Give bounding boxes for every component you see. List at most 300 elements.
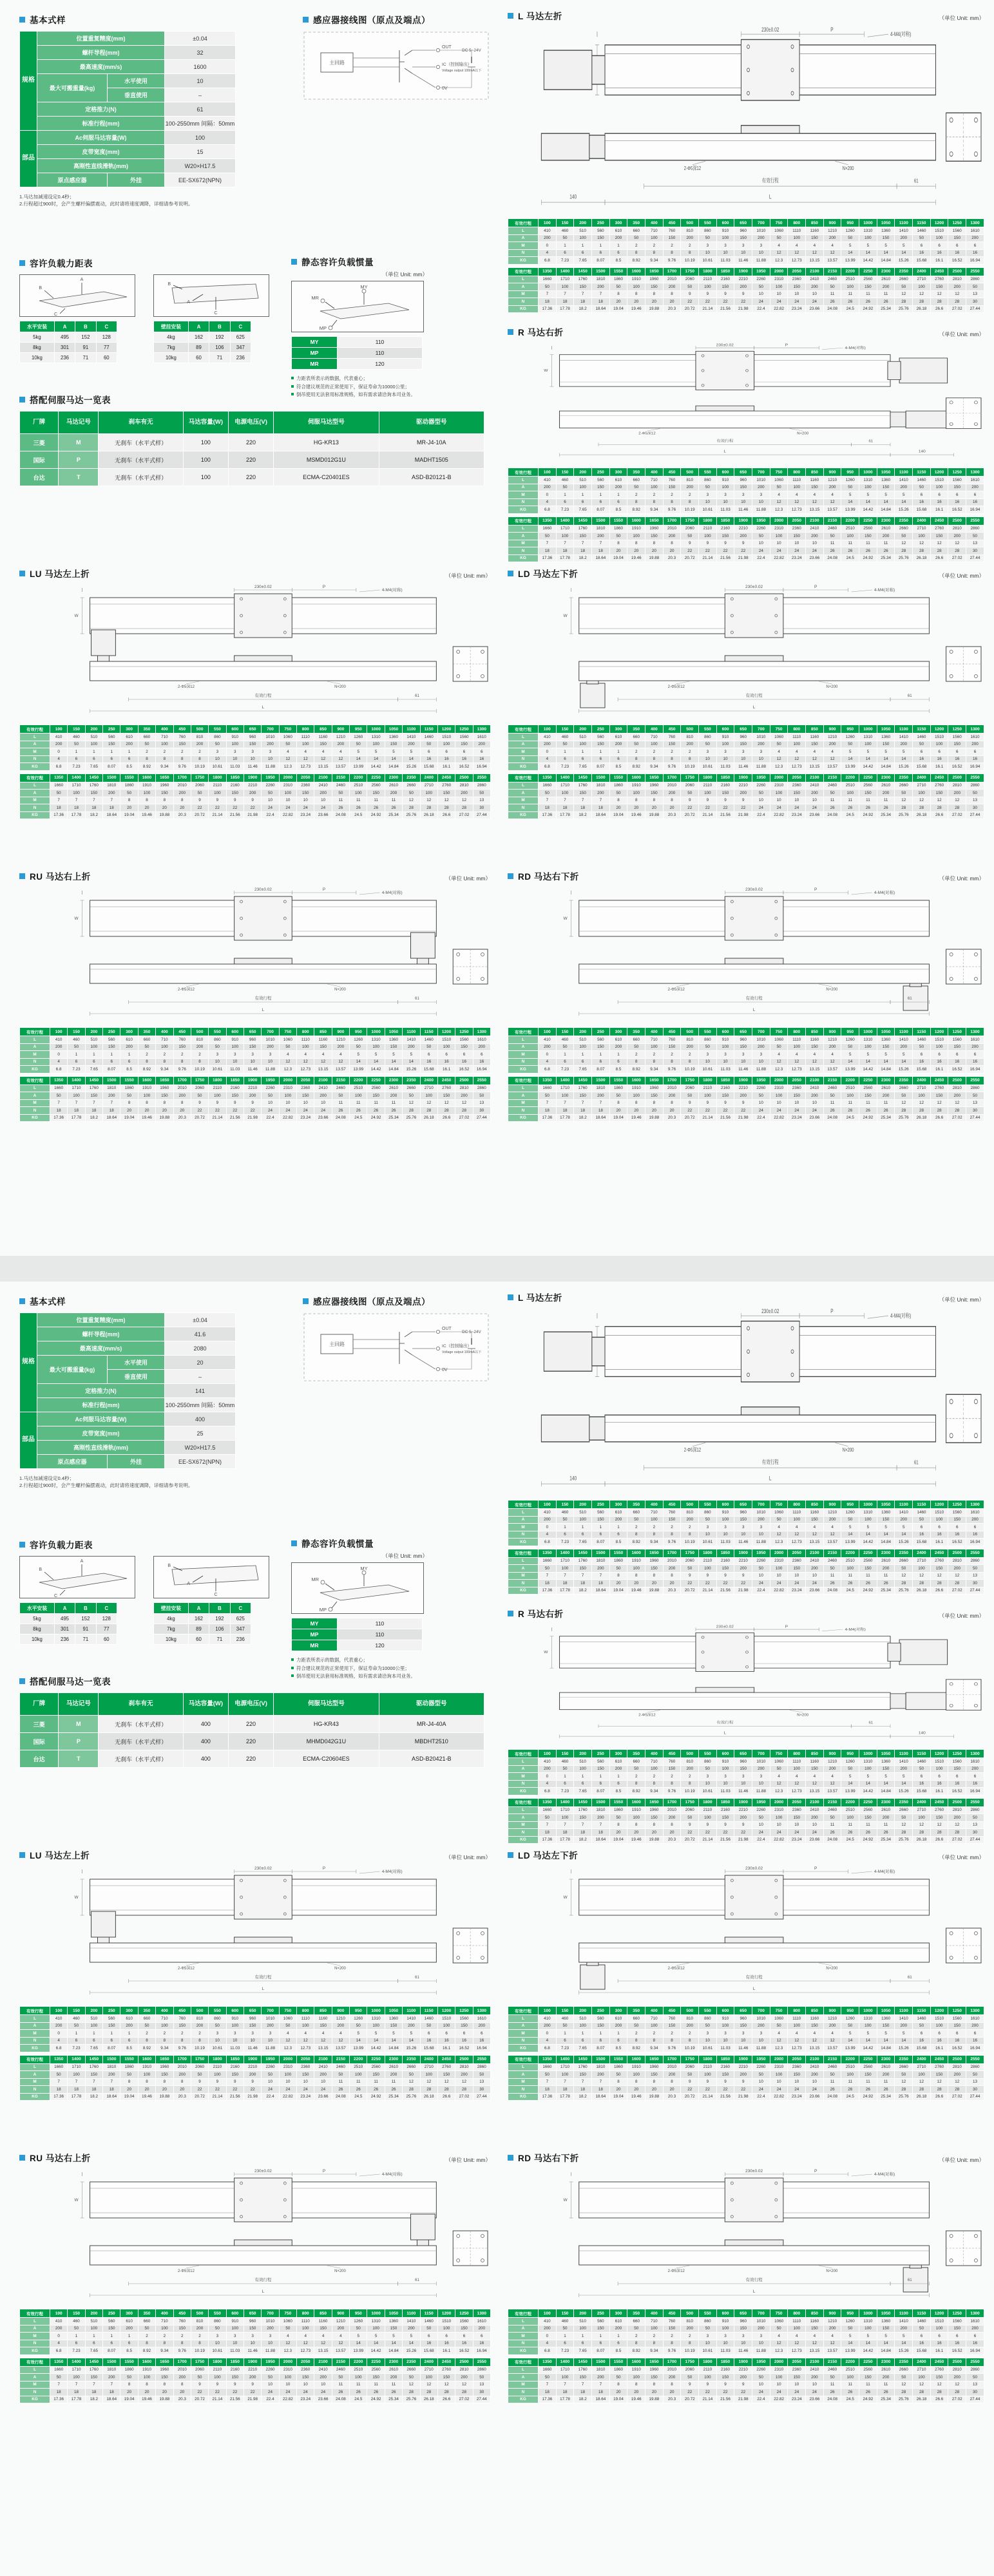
dim-cell: 7 — [103, 2078, 120, 2086]
stroke-header-cell: 2450 — [930, 516, 948, 525]
dim-cell: 150 — [385, 1043, 402, 1051]
drawing-label: 61 — [913, 1459, 919, 1466]
table-row — [20, 2007, 491, 2015]
dim-cell: 9.34 — [645, 1788, 664, 1795]
actuator-technical-drawing — [508, 343, 984, 460]
dim-cell: 8 — [627, 2381, 645, 2389]
stroke-header-cell: 2200 — [350, 2358, 367, 2366]
dim-cell: 7.23 — [68, 2045, 85, 2052]
stroke-header-cell: 1100 — [895, 468, 913, 477]
stroke-header-cell: 1100 — [895, 1028, 913, 1036]
dim-cell: 1510 — [930, 1036, 948, 1044]
mount-orientation-diagram — [153, 274, 269, 317]
stroke-header-cell: 1700 — [663, 1549, 681, 1557]
table-row — [508, 741, 984, 748]
dim-cell: 21.98 — [734, 554, 752, 562]
drawing-label: P — [322, 2169, 326, 2174]
dim-row-label: KG — [508, 763, 539, 771]
dim-cell: 18 — [556, 2086, 574, 2094]
dim-cell: 8 — [645, 2037, 664, 2045]
dim-cell: 2210 — [244, 1084, 261, 1092]
dim-cell: 1860 — [120, 782, 138, 790]
dim-row-label: A — [508, 283, 539, 291]
stroke-header-cell: 700 — [752, 1501, 770, 1509]
stroke-header-cell: 750 — [770, 468, 788, 477]
dim-cell: 14 — [367, 2340, 385, 2347]
dim-cell: 910 — [716, 2318, 734, 2325]
dim-cell: 1 — [592, 491, 610, 499]
dim-cell: 18 — [574, 1107, 592, 1115]
stroke-header-cell: 2050 — [297, 2358, 314, 2366]
stroke-header-cell: 1650 — [645, 516, 664, 525]
dim-cell: 11 — [859, 2381, 877, 2389]
stroke-header-cell: 2200 — [350, 2055, 367, 2063]
dim-cell: 23.24 — [788, 2396, 806, 2403]
dim-cell: 5 — [350, 2030, 367, 2038]
unit-note: （单位 Unit: mm） — [445, 573, 491, 579]
stroke-header-cell: 1950 — [752, 1076, 770, 1084]
dim-cell: 27.44 — [473, 1114, 490, 1122]
dim-cell: 12 — [948, 2381, 966, 2389]
stroke-header-cell: 2050 — [788, 267, 806, 276]
dim-cell: 7.65 — [574, 2045, 592, 2052]
dim-cell: 9 — [734, 1821, 752, 1829]
stroke-header-cell: 850 — [806, 2007, 824, 2015]
dim-cell: 50 — [966, 533, 984, 540]
dim-cell: 8.5 — [609, 506, 627, 514]
table-row — [508, 2086, 984, 2094]
dim-cell: 3 — [752, 1051, 770, 1059]
drawing-label: 230±0.02 — [254, 1866, 272, 1871]
dim-cell: 17.78 — [68, 2396, 85, 2403]
dim-cell: 200 — [50, 1043, 68, 1051]
dim-cell: 510 — [574, 227, 592, 235]
stroke-header-cell: 有效行程 — [508, 2309, 539, 2318]
drawing-label: L — [752, 2289, 756, 2294]
table-row — [154, 321, 251, 332]
dim-cell: 6 — [556, 498, 574, 506]
dim-cell: 10.19 — [681, 506, 699, 514]
dim-cell: 10.19 — [191, 763, 208, 771]
dim-cell: 50 — [262, 2374, 279, 2382]
stroke-header-cell: 1750 — [191, 2358, 208, 2366]
dim-cell: 50 — [699, 1043, 717, 1051]
dim-cell: 15.68 — [913, 1066, 931, 1074]
dim-cell: 8.07 — [592, 1066, 610, 1074]
section-bullet-icon — [508, 13, 513, 19]
table-row — [508, 2318, 984, 2325]
dim-cell: 24 — [788, 2389, 806, 2396]
dim-cell: 11.03 — [716, 257, 734, 265]
dim-cell: 8.5 — [609, 1539, 627, 1546]
dim-cell: 1 — [120, 2333, 138, 2340]
dim-cell: 7 — [50, 2078, 68, 2086]
stroke-header-cell: 150 — [556, 219, 574, 227]
table-row — [508, 257, 984, 265]
spec-value: EE-SX672(NPN) — [165, 1455, 236, 1469]
dim-cell: 13.15 — [806, 1066, 824, 1074]
dim-cell: 10 — [716, 249, 734, 257]
dim-cell: 15.26 — [403, 1066, 420, 1074]
dim-cell: 22 — [191, 804, 208, 812]
dim-cell: 1410 — [895, 2015, 913, 2023]
section-title — [303, 13, 430, 26]
dim-cell: 100 — [841, 1565, 859, 1573]
dim-row-label: N — [508, 2340, 539, 2347]
dim-cell: 150 — [297, 2374, 314, 2382]
stroke-header-cell: 900 — [823, 468, 841, 477]
dim-cell: 5 — [350, 2333, 367, 2340]
dim-row-label: KG — [508, 554, 539, 562]
dim-cell: 9.76 — [173, 1066, 191, 1074]
dim-cell: 6 — [556, 2340, 574, 2347]
dim-cell: 22.82 — [770, 811, 788, 819]
dim-cell: 18 — [103, 2086, 120, 2094]
section-title-text: 容许负载力距表 — [30, 259, 93, 269]
table-row — [20, 2037, 491, 2045]
dim-cell: 28 — [930, 547, 948, 555]
dim-cell: 2610 — [877, 782, 895, 790]
table-cell: 236 — [54, 1634, 75, 1645]
dim-cell: 1810 — [103, 2366, 120, 2374]
dim-row-label: M — [508, 1524, 539, 1531]
dim-row-label: N — [508, 547, 539, 555]
dim-cell: 20 — [120, 804, 138, 812]
stroke-header-cell: 2000 — [770, 1549, 788, 1557]
dim-cell: 50 — [913, 234, 931, 242]
dim-cell: 26 — [385, 1107, 402, 1115]
dim-cell: 1 — [556, 1524, 574, 1531]
dim-cell: 1460 — [913, 2015, 931, 2023]
dim-cell: 150 — [806, 484, 824, 491]
dim-cell: 200 — [752, 2022, 770, 2030]
dim-cell: 50 — [68, 741, 85, 748]
stroke-header-cell: 650 — [244, 2007, 261, 2015]
dim-cell: 2610 — [385, 2366, 402, 2374]
stroke-header-cell: 600 — [716, 1028, 734, 1036]
dim-cell: 25.34 — [877, 2093, 895, 2101]
stroke-header-cell: 800 — [788, 2309, 806, 2318]
dim-cell: 5 — [367, 748, 385, 756]
dim-cell: 12 — [770, 498, 788, 506]
dim-cell: 1260 — [350, 734, 367, 741]
section-header — [19, 1674, 484, 1687]
drawing-label: L — [262, 1007, 265, 1013]
stroke-header-cell: 1850 — [226, 2055, 244, 2063]
dim-cell: 910 — [716, 1509, 734, 1517]
dim-cell: 14.84 — [877, 1066, 895, 1074]
stroke-header-cell: 300 — [609, 1501, 627, 1509]
dim-cell: 50 — [913, 741, 931, 748]
dim-cell: 13.99 — [841, 2045, 859, 2052]
column-header: 电源电压(V) — [228, 412, 273, 434]
stroke-header-cell: 1050 — [385, 1028, 402, 1036]
dim-cell: 30 — [966, 1829, 984, 1837]
dim-cell: 12 — [948, 1099, 966, 1107]
dim-cell: 12.3 — [770, 2045, 788, 2052]
table-row — [508, 1587, 984, 1595]
dim-cell: 15.26 — [895, 1539, 913, 1546]
dim-cell: 9.34 — [156, 2045, 173, 2052]
dim-cell: 16 — [473, 2340, 490, 2347]
dim-cell: 2010 — [663, 2366, 681, 2374]
dim-cell: 810 — [681, 477, 699, 484]
stroke-header-cell: 550 — [699, 219, 717, 227]
dim-cell: 8.92 — [627, 257, 645, 265]
table-row — [20, 353, 117, 363]
dim-cell: 7.23 — [556, 1539, 574, 1546]
stroke-header-cell: 700 — [752, 725, 770, 734]
dim-cell: 23.24 — [297, 2093, 314, 2101]
dim-cell: 21.56 — [716, 305, 734, 313]
dim-cell: 24 — [279, 804, 296, 812]
dim-row-label: N — [508, 1829, 539, 1837]
dim-cell: 5 — [895, 1051, 913, 1059]
stroke-header-cell: 1600 — [627, 1798, 645, 1806]
dimension-table-band — [19, 773, 491, 820]
dim-cell: 8 — [663, 540, 681, 547]
dim-cell: 28 — [913, 547, 931, 555]
dim-cell: 28 — [455, 1107, 473, 1115]
dim-cell: 50 — [823, 790, 841, 797]
dim-cell: 6.8 — [539, 1066, 557, 1074]
dim-cell: 16 — [455, 1058, 473, 1066]
dim-cell: 20 — [645, 298, 664, 306]
dim-cell: 660 — [627, 1509, 645, 1517]
dim-cell: 100 — [138, 2374, 155, 2382]
section-bullet-icon — [303, 1298, 309, 1304]
dim-cell: 24 — [262, 1107, 279, 1115]
stroke-header-cell: 200 — [574, 2007, 592, 2015]
dim-cell: 5 — [385, 748, 402, 756]
dim-cell: 4 — [332, 748, 349, 756]
dim-row-label: A — [508, 484, 539, 491]
dim-cell: 10 — [752, 1821, 770, 1829]
dim-cell: 10 — [297, 2381, 314, 2389]
stroke-header-cell: 1900 — [244, 2055, 261, 2063]
spec-value: 32 — [165, 46, 236, 60]
table-row — [508, 2358, 984, 2366]
table-cell: 10kg — [20, 353, 55, 363]
dim-cell: 23.66 — [314, 811, 332, 819]
dim-cell: 21.98 — [244, 2396, 261, 2403]
dim-row-label: M — [508, 1572, 539, 1580]
stroke-header-cell: 1500 — [103, 773, 120, 782]
dim-row-label: N — [20, 1107, 50, 1115]
stroke-header-cell: 1850 — [716, 516, 734, 525]
stroke-header-cell: 2050 — [788, 516, 806, 525]
dim-cell: 11.03 — [716, 506, 734, 514]
dim-cell: 510 — [85, 2318, 102, 2325]
dim-cell: 8 — [120, 2381, 138, 2389]
dim-row-label: M — [508, 2078, 539, 2086]
dim-cell: 200 — [877, 533, 895, 540]
stroke-header-cell: 1400 — [556, 1798, 574, 1806]
dim-cell: 8 — [120, 2078, 138, 2086]
dim-cell: 26 — [367, 2389, 385, 2396]
dim-cell: 22 — [699, 1107, 717, 1115]
dim-cell: 28 — [913, 1829, 931, 1837]
dim-cell: 2610 — [877, 2366, 895, 2374]
dim-cell: 100 — [420, 2374, 437, 2382]
dim-cell: 8.92 — [138, 763, 155, 771]
dim-cell: 14 — [877, 1531, 895, 1539]
dim-cell: 20 — [609, 1580, 627, 1587]
dim-row-label: KG — [20, 811, 50, 819]
dim-cell: 200 — [539, 1516, 557, 1524]
stroke-header-cell: 1450 — [85, 2055, 102, 2063]
dim-cell: 1210 — [823, 2015, 841, 2023]
dim-cell: 4 — [279, 1051, 296, 1059]
dim-cell: 100 — [645, 741, 664, 748]
table-row — [20, 2318, 491, 2325]
dim-cell: 3 — [699, 748, 717, 756]
dim-cell: 1560 — [948, 1509, 966, 1517]
dim-cell: 20 — [609, 298, 627, 306]
dimension-table-band — [508, 1549, 984, 1595]
stroke-header-cell: 1850 — [226, 1076, 244, 1084]
stroke-header-cell: 700 — [752, 219, 770, 227]
stroke-header-cell: 2350 — [403, 773, 420, 782]
dim-cell: 16.1 — [930, 1066, 948, 1074]
stroke-header-cell: 1600 — [627, 267, 645, 276]
drawing-label: 2-Φ5深12 — [667, 685, 685, 689]
dim-cell: 10 — [262, 797, 279, 804]
stroke-header-cell: 700 — [752, 2007, 770, 2015]
dim-cell: 12.3 — [770, 506, 788, 514]
dim-cell: 12 — [806, 1531, 824, 1539]
dim-cell: 150 — [788, 2071, 806, 2079]
dim-cell: 1710 — [556, 1806, 574, 1814]
section-header — [508, 325, 984, 338]
dim-cell: 8 — [627, 249, 645, 257]
dim-cell: 1560 — [948, 734, 966, 741]
dim-cell: 50 — [556, 2325, 574, 2333]
stroke-header-cell: 100 — [539, 468, 557, 477]
stroke-header-cell: 2250 — [859, 773, 877, 782]
dim-cell: 50 — [138, 1043, 155, 1051]
actuator-technical-drawing — [19, 887, 491, 1020]
dim-cell: 9.76 — [663, 763, 681, 771]
dim-cell: 10 — [770, 1572, 788, 1580]
dim-cell: 4 — [806, 2030, 824, 2038]
dim-cell: 100 — [699, 1565, 717, 1573]
dim-cell: 7 — [85, 2078, 102, 2086]
dim-cell: 13.15 — [806, 1539, 824, 1546]
dim-cell: 13.15 — [806, 763, 824, 771]
dim-cell: 8 — [156, 755, 173, 763]
dim-cell: 100 — [645, 484, 664, 491]
dim-cell: 15.26 — [895, 506, 913, 514]
dim-cell: 12 — [823, 249, 841, 257]
dim-cell: 3 — [752, 242, 770, 250]
section-title — [508, 9, 562, 22]
table-row — [20, 1058, 491, 1066]
dim-cell: 6 — [455, 748, 473, 756]
spec-label: 最高速度(mm/s) — [37, 60, 165, 74]
drawing-label: N×200 — [842, 165, 854, 172]
dim-cell: 16 — [473, 2037, 490, 2045]
dim-cell: 8 — [173, 2078, 191, 2086]
section-header — [303, 13, 496, 26]
dim-cell: 2460 — [823, 782, 841, 790]
stroke-header-cell: 1200 — [930, 1028, 948, 1036]
dim-cell: 8 — [681, 1780, 699, 1788]
dim-cell: 24.08 — [823, 554, 841, 562]
dim-cell: 1410 — [403, 2015, 420, 2023]
drawing-label: 61 — [415, 1975, 419, 1980]
dim-row-label: M — [20, 2078, 50, 2086]
stroke-header-cell: 1150 — [913, 1028, 931, 1036]
stroke-header-cell: 500 — [681, 1750, 699, 1758]
dim-cell: 16.1 — [437, 1066, 455, 1074]
stroke-header-cell: 800 — [788, 2007, 806, 2015]
stroke-header-cell: 1000 — [859, 1501, 877, 1509]
dim-cell: 3 — [226, 2333, 244, 2340]
dim-cell: 19.04 — [609, 1587, 627, 1595]
dim-cell: 4 — [806, 748, 824, 756]
dim-cell: 7 — [592, 290, 610, 298]
dim-cell: 860 — [209, 1036, 226, 1044]
dim-cell: 560 — [592, 1036, 610, 1044]
dim-cell: 100 — [645, 2325, 664, 2333]
dim-cell: 6 — [966, 2333, 984, 2340]
dim-cell: 1660 — [539, 1557, 557, 1565]
dim-cell: 18 — [574, 2086, 592, 2094]
dim-cell: 22.82 — [279, 1114, 296, 1122]
dim-cell: 1610 — [473, 2318, 490, 2325]
dim-cell: 2510 — [841, 525, 859, 533]
dim-cell: 9 — [244, 1099, 261, 1107]
dim-cell: 11.88 — [752, 763, 770, 771]
dim-cell: 24 — [752, 1829, 770, 1837]
dim-cell: 18.2 — [574, 2093, 592, 2101]
dim-cell: 50 — [770, 2022, 788, 2030]
stroke-header-cell: 800 — [788, 1501, 806, 1509]
dim-cell: 660 — [627, 227, 645, 235]
dim-cell: 27.44 — [966, 554, 984, 562]
dim-cell: 8 — [120, 1099, 138, 1107]
dim-cell: 2410 — [806, 2366, 824, 2374]
dim-cell: 150 — [716, 790, 734, 797]
dim-cell: 460 — [68, 734, 85, 741]
dim-cell: 20 — [173, 2389, 191, 2396]
dim-cell: 8 — [663, 498, 681, 506]
stroke-header-cell: 2050 — [297, 773, 314, 782]
dim-cell: 12 — [895, 2078, 913, 2086]
dim-cell: 2460 — [823, 2366, 841, 2374]
dim-cell: 22 — [681, 298, 699, 306]
dim-cell: 16 — [913, 498, 931, 506]
dim-row-label: KG — [508, 2093, 539, 2101]
table-row — [508, 2093, 984, 2101]
stroke-header-cell: 2200 — [841, 1549, 859, 1557]
stroke-header-cell: 200 — [85, 2309, 102, 2318]
dim-cell: 24 — [770, 2389, 788, 2396]
dim-cell: 8.5 — [120, 1066, 138, 1074]
dim-cell: 200 — [734, 283, 752, 291]
dim-cell: 6 — [574, 2037, 592, 2045]
dim-cell: 1260 — [350, 1036, 367, 1044]
dim-cell: 28 — [403, 2389, 420, 2396]
table-row — [20, 773, 491, 782]
dim-cell: 150 — [806, 1516, 824, 1524]
dim-cell: 9.34 — [645, 2347, 664, 2355]
dim-cell: 50 — [473, 2071, 490, 2079]
stroke-header-cell: 2350 — [895, 267, 913, 276]
dim-row-label: M — [508, 748, 539, 756]
dim-cell: 2260 — [752, 525, 770, 533]
